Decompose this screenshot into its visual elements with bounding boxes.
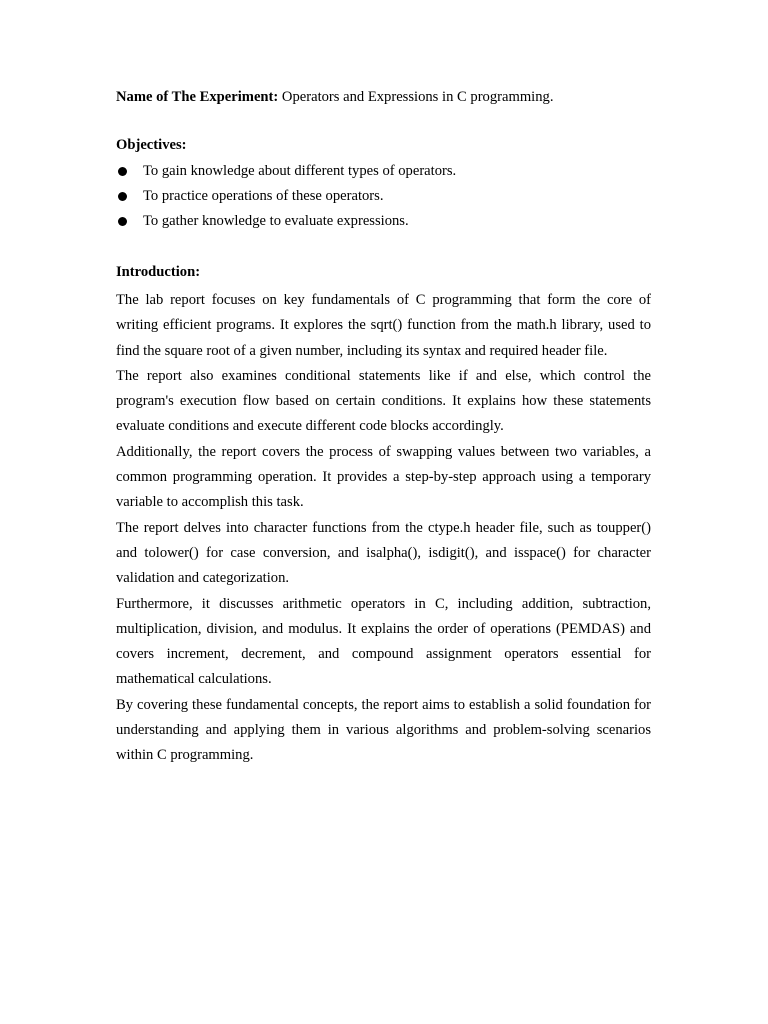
bullet-icon [118,217,127,226]
objective-text: To gain knowledge about different types of operators. [143,163,457,179]
introduction-paragraph: Furthermore, it discusses arithmetic operators in C, including addition, subtraction, multiplication, division, and modulus. It explains the order of operations (PEMDAS) and covers increment, decrement, and compound assignment operators essential for mathematical calculations. [116,595,651,688]
bullet-icon [118,167,127,176]
objectives-heading: Objectives: [116,137,187,153]
objectives-list [116,159,651,234]
objective-text: To practice operations of these operators. [143,188,384,204]
experiment-name: Operators and Expressions in C programming. [281,89,554,105]
introduction-paragraph: By covering these fundamental concepts, the report aims to establish a solid foundation for understanding and applying them in various algorithms and problem-solving scenarios within C programming. [116,696,651,764]
introduction-paragraph: The lab report focuses on key fundamentals of C programming that form the core of writing efficient programs. It explores the sqrt() function from the math.h library, used to find the square root of a given number, including its syntax and required header file. [116,292,651,359]
experiment-label: Name of The Experiment: [116,89,279,105]
objective-item [116,209,651,234]
objectives-section [116,134,651,234]
objective-item [116,184,651,209]
introduction-section [116,263,651,769]
experiment-title-line [116,86,651,108]
introduction-paragraph: The report delves into character functions from the ctype.h header file, such as toupper() and tolower() for case conversion, and isalpha(), isdigit(), and isspace() for character validation and categorization. [116,519,651,587]
introduction-heading: Introduction: [116,264,201,280]
bullet-icon [118,192,127,201]
document-page [116,86,651,769]
introduction-paragraph: Additionally, the report covers the process of swapping values between two variables, a common programming operation. It provides a step-by-step approach using a temporary variable to accomplish this task. [116,443,651,511]
objective-item [116,159,651,184]
introduction-paragraph: The report also examines conditional statements like if and else, which control the program's execution flow based on certain conditions. It explains how these statements evaluate conditions and execute different code blocks accordingly. [116,367,651,435]
objective-text: To gather knowledge to evaluate expressions. [143,213,409,229]
